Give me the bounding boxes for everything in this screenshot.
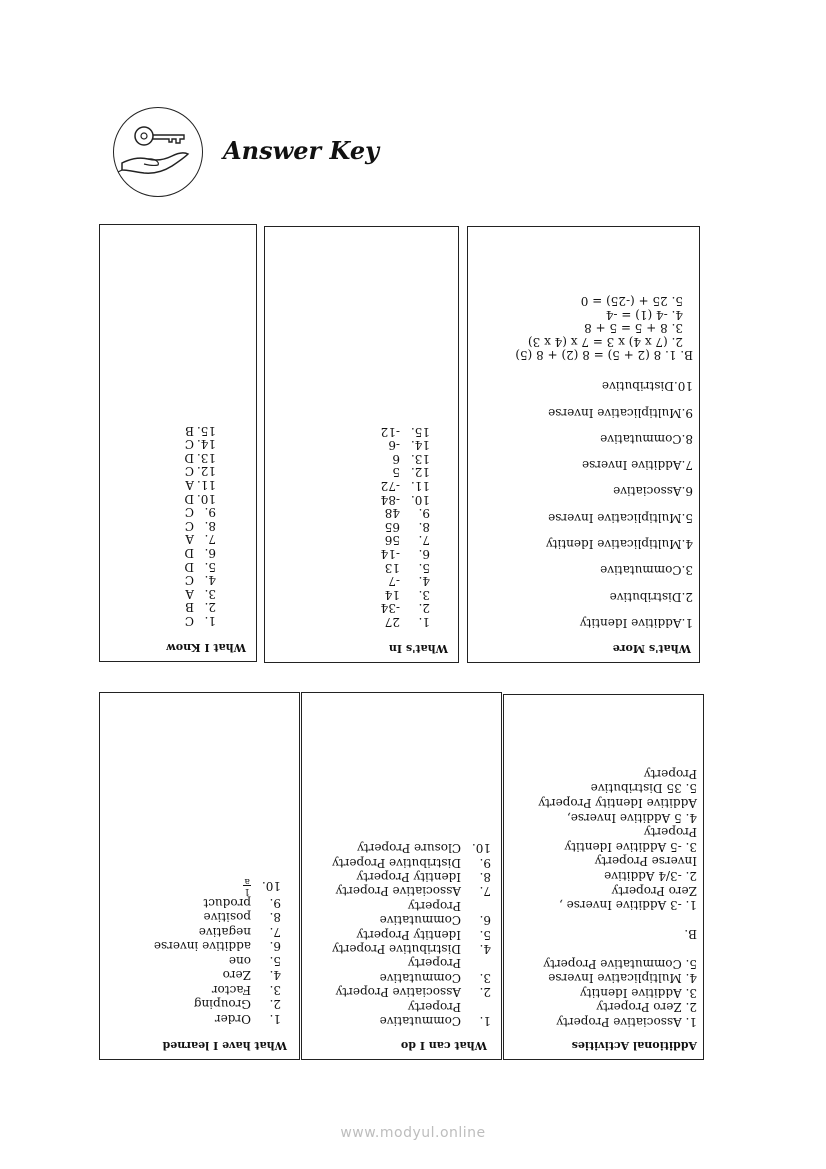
list-item: [408, 899, 491, 913]
item-number: 3.: [204, 586, 216, 601]
item-number: 11.: [410, 479, 430, 493]
item-number: 15.: [410, 424, 430, 439]
list-item: [385, 615, 430, 629]
list-item: [385, 561, 430, 575]
item-number: 10.: [410, 492, 430, 507]
fraction-numerator: 1: [244, 886, 250, 897]
item-answer: -14: [380, 547, 400, 561]
list-item: 3.Commutative: [600, 563, 693, 578]
list-item: [385, 520, 430, 534]
list-item: 6.Associative: [613, 484, 693, 499]
item-answer: additive inverse: [153, 939, 251, 954]
list-item: [381, 425, 430, 439]
list-item: [381, 601, 430, 615]
list-item: Property: [643, 825, 697, 840]
item-number: 2.: [479, 985, 491, 1000]
item-number: 4.: [418, 574, 430, 589]
list-item: 2. -3/4 Additive: [604, 869, 697, 883]
list-item: [385, 506, 430, 520]
list-item: [223, 969, 281, 983]
item-answer: C: [184, 614, 194, 628]
list-item: [184, 492, 216, 506]
item-answer: Commutative: [379, 1014, 461, 1028]
item-number: 10.: [196, 491, 216, 506]
item-number: 1.: [204, 614, 216, 628]
item-answer: A: [185, 532, 194, 547]
item-answer: Commutative: [379, 970, 461, 985]
list-item: [357, 870, 491, 884]
item-number: 2.: [418, 601, 430, 616]
item-answer: B: [185, 423, 194, 438]
list-item: [381, 479, 430, 493]
item-answer: D: [184, 450, 194, 465]
list-item: [388, 438, 430, 452]
item-answer: positive: [203, 910, 251, 925]
list-item: Additive Identity Property: [538, 796, 697, 810]
item-number: 14.: [410, 438, 430, 453]
list-item: B.: [684, 927, 697, 942]
item-number: 12.: [196, 464, 216, 479]
list-item: 10.Distributive: [601, 379, 693, 394]
item-answer: C: [184, 437, 194, 452]
item-number: 5.: [479, 927, 491, 942]
item-answer: 13: [384, 560, 400, 575]
item-answer: D: [184, 491, 194, 506]
list-item: [185, 424, 216, 438]
item-answer: A: [185, 586, 194, 601]
item-number: 8.: [269, 910, 281, 925]
item-answer: A: [185, 478, 194, 492]
list-item: 2. (7 x 4) x 3 = 7 x (4 x 3): [527, 334, 683, 349]
item-number: 5.: [204, 559, 216, 574]
what-have-i-learned-box: [99, 692, 300, 1060]
section-heading: What's In: [388, 642, 448, 655]
item-number: 8.: [418, 519, 430, 534]
item-answer: 14: [384, 587, 400, 602]
item-number: 13.: [196, 450, 216, 465]
item-number: 3.: [269, 983, 281, 997]
item-number: 6.: [479, 913, 491, 928]
page-title: Answer Key: [223, 136, 380, 165]
list-item: [185, 437, 216, 451]
list-item: 4. 5 Additive Inverse,: [566, 810, 697, 825]
item-number: 4.: [479, 942, 491, 956]
list-item: [381, 493, 430, 507]
item-answer: Closure Property: [357, 841, 461, 856]
list-item: 3. 8 + 5 = 5 + 8: [584, 321, 683, 336]
list-item: 3. Additive Identity: [580, 985, 697, 1000]
item-answer: one: [228, 954, 251, 968]
item-answer: D: [184, 546, 194, 560]
list-item: [185, 614, 216, 628]
item-answer: 6: [392, 451, 400, 466]
list-item: [385, 533, 430, 547]
list-item: 2. Zero Property: [596, 1000, 697, 1015]
list-item: [408, 956, 491, 970]
list-item: [243, 877, 281, 896]
list-item: 4. Multiplicative Inverse: [548, 971, 697, 986]
watermark-footer: www.modyul.online: [340, 1125, 486, 1141]
key-in-hand-icon: [113, 107, 203, 197]
item-answer: 56: [384, 533, 400, 548]
item-answer: C: [184, 573, 194, 588]
list-item: [392, 465, 430, 479]
list-item: [332, 856, 491, 870]
fraction: [243, 877, 251, 896]
list-item: 5. 35 Distributive: [590, 781, 697, 796]
list-item: [184, 560, 216, 574]
item-number: 8.: [204, 518, 216, 533]
item-answer: Distributive Property: [332, 855, 461, 870]
list-item: [380, 1014, 491, 1028]
list-item: [392, 452, 430, 466]
list-item: [185, 505, 216, 519]
list-item: [408, 1000, 491, 1014]
list-item: [185, 532, 216, 546]
list-item: Property: [643, 766, 697, 781]
item-number: 10.: [261, 879, 281, 894]
list-item: [185, 519, 216, 533]
list-item: [215, 1012, 281, 1026]
item-number: 9.: [479, 855, 491, 870]
item-answer: 27: [384, 615, 400, 629]
item-answer: -34: [380, 601, 400, 616]
item-number: 9.: [418, 506, 430, 521]
item-number: 11.: [196, 478, 216, 492]
list-item: [185, 600, 216, 614]
item-number: 9.: [269, 896, 281, 910]
item-number: 1.: [269, 1012, 281, 1026]
list-item: [357, 928, 491, 942]
item-answer: Identity Property: [356, 870, 461, 884]
list-item: [388, 574, 430, 588]
item-answer: Property: [407, 956, 461, 971]
item-number: 5.: [269, 954, 281, 968]
list-item: 7.Additive Inverse: [581, 458, 693, 473]
list-item: 1.Additive Identity: [579, 616, 693, 630]
list-item: 5. 25 + (-25) = 0: [580, 294, 683, 309]
item-answer: -6: [388, 438, 400, 453]
item-number: 5.: [418, 560, 430, 575]
item-number: 6.: [204, 546, 216, 560]
list-item: [185, 464, 216, 478]
list-item: 8.Commutative: [600, 431, 693, 446]
list-item: [199, 925, 281, 939]
list-item: [380, 971, 491, 985]
item-number: 8.: [479, 870, 491, 884]
item-number: 7.: [204, 532, 216, 547]
list-item: [212, 983, 281, 997]
list-item: Zero Property: [611, 883, 697, 898]
list-item: 9.Multiplicative Inverse: [548, 405, 693, 420]
list-item: [336, 884, 491, 898]
section-heading: What's More: [612, 642, 691, 655]
item-answer: B: [185, 600, 194, 615]
fraction-denominator: a: [244, 876, 250, 887]
item-answer: 65: [384, 519, 400, 534]
item-number: 4.: [204, 573, 216, 588]
item-number: 2.: [204, 600, 216, 615]
list-item: [154, 940, 281, 954]
list-item: [194, 998, 281, 1012]
list-item: [185, 587, 216, 601]
item-number: 9.: [204, 505, 216, 520]
list-item: 5.Multiplicative Inverse: [548, 510, 693, 525]
item-number: 7.: [269, 925, 281, 939]
list-item: 4. -4 (1) = -4: [605, 307, 683, 322]
item-number: 12.: [410, 465, 430, 480]
item-number: 3.: [418, 587, 430, 602]
item-answer: Identity Property: [356, 927, 461, 942]
item-answer: Property: [407, 898, 461, 913]
section-heading: What have I learned: [162, 1039, 287, 1052]
item-answer: -84: [380, 492, 400, 507]
section-heading: Additional Activities: [571, 1039, 697, 1052]
item-answer: C: [184, 505, 194, 520]
list-item: [203, 896, 281, 910]
item-answer: C: [184, 464, 194, 479]
list-item: [185, 573, 216, 587]
list-item: 4.Multiplicative Identity: [545, 537, 693, 552]
whats-in-box: [264, 226, 459, 663]
item-answer: Associative Property: [335, 884, 461, 899]
item-number: 4.: [269, 968, 281, 983]
list-item: [385, 588, 430, 602]
list-item: [357, 841, 491, 855]
list-item: Inverse Property: [594, 854, 697, 869]
list-item: [184, 451, 216, 465]
list-item: [204, 911, 281, 925]
item-number: 13.: [410, 451, 430, 466]
list-item: 2.Distributive: [609, 589, 693, 604]
item-answer: D: [184, 559, 194, 574]
list-item: B. 1. 8 (2 + 5) = 8 (2) + 8 (5): [515, 348, 693, 362]
list-item: 3. -5 Additive Identity: [564, 839, 697, 854]
item-answer: Property: [407, 999, 461, 1014]
item-answer: Order: [214, 1012, 251, 1026]
item-number: 7.: [418, 533, 430, 548]
item-answer: -7: [388, 574, 400, 589]
item-answer: 48: [384, 506, 400, 521]
list-item: [336, 985, 491, 999]
item-answer: Commutative: [379, 913, 461, 928]
item-number: 1.: [479, 1014, 491, 1028]
list-item: 1. -3 Additive Inverse ,: [559, 898, 697, 913]
item-number: 6.: [269, 939, 281, 954]
item-number: 10.: [471, 841, 491, 856]
list-item: 1. Associative Property: [556, 1015, 697, 1029]
item-number: 7.: [479, 884, 491, 899]
item-answer: product: [203, 896, 251, 910]
item-answer: Factor: [211, 983, 251, 997]
item-answer: Zero: [222, 968, 251, 983]
section-heading: What I Know: [166, 641, 246, 654]
item-answer: C: [184, 518, 194, 533]
item-number: 6.: [418, 547, 430, 561]
item-answer: Grouping: [193, 997, 251, 1012]
list-item: [229, 954, 281, 968]
list-item: [380, 913, 491, 927]
item-number: 3.: [479, 970, 491, 985]
item-answer: Distributive Property: [332, 942, 461, 956]
list-item: [381, 547, 430, 561]
item-answer: 5: [392, 465, 400, 480]
item-answer: -12: [380, 424, 400, 439]
list-item: [184, 546, 216, 560]
item-number: 15.: [196, 423, 216, 438]
list-item: [185, 478, 216, 492]
list-item: 5. Commutative Property: [543, 956, 697, 971]
section-heading: What can I do: [400, 1039, 487, 1052]
what-can-i-do-box: [301, 692, 502, 1060]
item-answer: -72: [380, 479, 400, 493]
what-i-know-box: [99, 224, 257, 662]
item-answer: negative: [198, 925, 251, 939]
item-number: 2.: [269, 997, 281, 1012]
whats-more-box: [467, 226, 700, 663]
item-number: 1.: [418, 615, 430, 629]
additional-activities-box: [503, 694, 704, 1060]
item-answer: Associative Property: [335, 985, 461, 1000]
item-number: 14.: [196, 437, 216, 452]
list-item: [332, 942, 491, 956]
